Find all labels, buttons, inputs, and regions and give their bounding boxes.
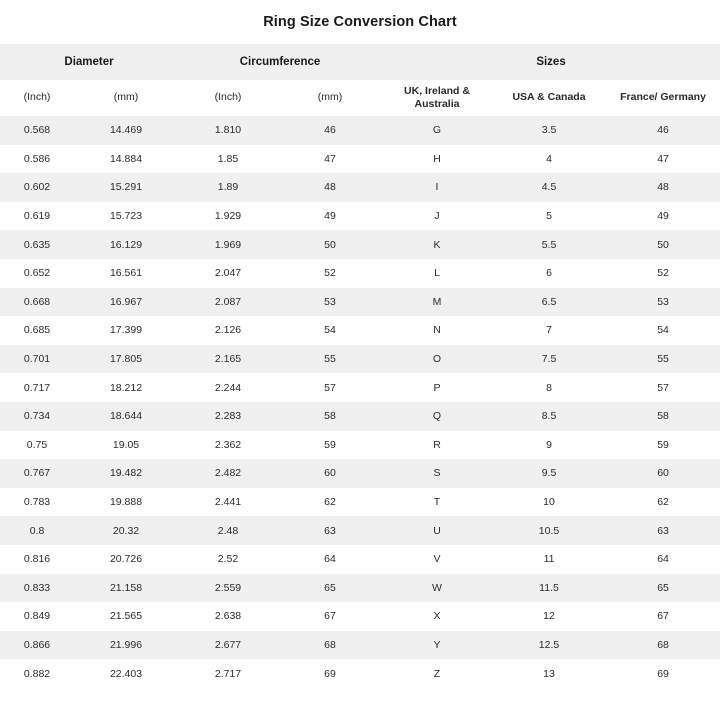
cell-size-uk: L: [434, 267, 440, 280]
table-row: [0, 431, 720, 460]
cell-diameter-mm: 14.469: [109, 124, 143, 137]
cell-diameter-inch: 0.717: [23, 381, 51, 394]
cell-diameter-mm: 15.723: [109, 210, 143, 223]
cell-size-france: 60: [657, 467, 669, 480]
cell-circumference-inch: 2.126: [214, 324, 242, 337]
cell-diameter-inch: 0.619: [23, 210, 51, 223]
cell-diameter-mm: 22.403: [109, 667, 143, 680]
cell-size-usa: 5: [546, 210, 552, 223]
table-sub-header-row: [0, 80, 720, 116]
cell-size-usa: 4.5: [541, 181, 557, 194]
cell-size-usa: 4: [546, 152, 552, 165]
cell-size-uk: N: [433, 324, 441, 337]
cell-diameter-mm: 21.158: [109, 581, 143, 594]
cell-circumference-mm: 58: [324, 410, 336, 423]
table-row: [0, 574, 720, 603]
cell-size-usa: 9.5: [541, 467, 557, 480]
cell-size-uk: Z: [433, 667, 441, 680]
cell-circumference-inch: 2.717: [214, 667, 242, 680]
cell-size-france: 48: [657, 181, 669, 194]
cell-circumference-mm: 62: [324, 496, 336, 509]
cell-size-usa: 11: [543, 553, 555, 566]
table-row: [0, 288, 720, 317]
cell-circumference-mm: 53: [324, 295, 336, 308]
table-row: [0, 230, 720, 259]
cell-circumference-mm: 68: [324, 638, 336, 651]
cell-circumference-mm: 59: [324, 438, 336, 451]
cell-diameter-inch: 0.685: [23, 324, 51, 337]
cell-circumference-mm: 54: [324, 324, 336, 337]
cell-size-uk: U: [433, 524, 441, 537]
cell-size-uk: X: [433, 610, 441, 623]
cell-diameter-mm: 16.129: [109, 238, 143, 251]
cell-diameter-inch: 0.783: [23, 496, 51, 509]
cell-size-uk: H: [433, 152, 441, 165]
cell-size-uk: J: [434, 210, 440, 223]
cell-circumference-inch: 2.48: [217, 524, 239, 537]
table-row: [0, 659, 720, 688]
cell-size-france: 65: [657, 581, 669, 594]
table-row: [0, 259, 720, 288]
page-title: Ring Size Conversion Chart: [263, 14, 457, 30]
cell-circumference-inch: 1.810: [214, 124, 242, 137]
cell-size-france: 62: [657, 496, 669, 509]
cell-size-usa: 13: [543, 667, 555, 680]
table-row: [0, 631, 720, 660]
cell-diameter-inch: 0.849: [23, 610, 51, 623]
table-row: [0, 545, 720, 574]
cell-diameter-mm: 19.888: [109, 496, 143, 509]
cell-diameter-inch: 0.586: [23, 152, 51, 165]
cell-size-france: 50: [657, 238, 669, 251]
table-row: [0, 488, 720, 517]
cell-diameter-inch: 0.833: [23, 581, 51, 594]
column-header-circumference-inch: (Inch): [214, 91, 242, 104]
cell-size-france: 53: [657, 295, 669, 308]
cell-diameter-mm: 21.996: [109, 638, 143, 651]
cell-diameter-inch: 0.767: [23, 467, 51, 480]
cell-circumference-mm: 63: [324, 524, 336, 537]
cell-diameter-mm: 18.644: [109, 410, 143, 423]
cell-circumference-mm: 65: [324, 581, 336, 594]
column-header-france-germany: France/ Germany: [620, 91, 706, 104]
cell-diameter-mm: 19.05: [112, 438, 140, 451]
cell-size-usa: 10.5: [538, 524, 560, 537]
cell-size-uk: Q: [432, 410, 442, 423]
cell-diameter-inch: 0.734: [23, 410, 51, 423]
cell-size-usa: 6: [546, 267, 552, 280]
cell-size-france: 54: [657, 324, 669, 337]
group-header-diameter: Diameter: [64, 56, 114, 68]
table-row: [0, 316, 720, 345]
cell-size-usa: 8: [546, 381, 552, 394]
cell-size-uk: P: [433, 381, 441, 394]
column-header-diameter-inch: (Inch): [23, 91, 51, 104]
cell-diameter-inch: 0.568: [23, 124, 51, 137]
cell-diameter-mm: 17.805: [109, 353, 143, 366]
cell-circumference-inch: 1.89: [217, 181, 239, 194]
cell-circumference-mm: 60: [324, 467, 336, 480]
cell-size-uk: S: [433, 467, 441, 480]
cell-diameter-mm: 20.726: [109, 553, 143, 566]
cell-diameter-mm: 19.482: [109, 467, 143, 480]
cell-circumference-inch: 2.482: [214, 467, 242, 480]
cell-size-uk: V: [433, 553, 441, 566]
cell-circumference-inch: 2.559: [214, 581, 242, 594]
cell-circumference-inch: 2.677: [214, 638, 242, 651]
table-group-header-row: [0, 44, 720, 80]
cell-size-france: 46: [657, 124, 669, 137]
cell-diameter-inch: 0.866: [23, 638, 51, 651]
cell-circumference-mm: 46: [324, 124, 336, 137]
table-row: [0, 345, 720, 374]
table-row: [0, 402, 720, 431]
cell-circumference-mm: 47: [324, 152, 336, 165]
cell-diameter-mm: 16.561: [109, 267, 143, 280]
cell-size-france: 47: [657, 152, 669, 165]
table-row: [0, 173, 720, 202]
cell-size-uk: M: [432, 295, 442, 308]
cell-size-france: 55: [657, 353, 669, 366]
table-row: [0, 516, 720, 545]
cell-size-france: 59: [657, 438, 669, 451]
group-header-circumference: Circumference: [239, 56, 321, 68]
cell-size-france: 58: [657, 410, 669, 423]
cell-size-uk: I: [435, 181, 439, 194]
cell-diameter-inch: 0.8: [29, 524, 45, 537]
cell-size-usa: 10: [543, 496, 555, 509]
cell-size-uk: R: [433, 438, 441, 451]
cell-circumference-inch: 2.52: [217, 553, 239, 566]
column-header-diameter-mm: (mm): [113, 91, 139, 104]
group-header-sizes: Sizes: [536, 56, 566, 68]
cell-size-uk: T: [433, 496, 441, 509]
table-row: [0, 145, 720, 174]
table-row: [0, 459, 720, 488]
cell-size-usa: 7: [546, 324, 552, 337]
ring-size-table: [0, 44, 720, 688]
table-body: [0, 116, 720, 688]
column-header-circumference-mm: (mm): [317, 91, 343, 104]
cell-size-france: 52: [657, 267, 669, 280]
cell-circumference-inch: 2.283: [214, 410, 242, 423]
cell-diameter-mm: 21.565: [109, 610, 143, 623]
cell-size-usa: 8.5: [541, 410, 557, 423]
cell-size-usa: 11.5: [539, 581, 559, 594]
table-row: [0, 202, 720, 231]
cell-size-france: 57: [657, 381, 669, 394]
cell-size-usa: 7.5: [541, 353, 557, 366]
cell-circumference-inch: 1.929: [214, 210, 242, 223]
cell-size-france: 69: [657, 667, 669, 680]
column-header-uk-ireland-australia: UK, Ireland & Australia: [404, 84, 470, 110]
cell-diameter-mm: 20.32: [112, 524, 140, 537]
cell-diameter-inch: 0.602: [23, 181, 51, 194]
cell-size-usa: 12: [543, 610, 555, 623]
cell-diameter-inch: 0.882: [23, 667, 51, 680]
cell-circumference-mm: 50: [324, 238, 336, 251]
cell-size-usa: 3.5: [541, 124, 557, 137]
cell-circumference-mm: 49: [324, 210, 336, 223]
cell-size-france: 68: [657, 638, 669, 651]
cell-size-usa: 5.5: [541, 238, 557, 251]
cell-size-uk: Y: [433, 638, 441, 651]
cell-circumference-inch: 2.087: [214, 295, 242, 308]
cell-diameter-inch: 0.668: [23, 295, 51, 308]
cell-size-usa: 6.5: [541, 295, 557, 308]
cell-size-uk: K: [433, 238, 441, 251]
cell-size-usa: 12.5: [538, 638, 560, 651]
cell-diameter-mm: 16.967: [109, 295, 143, 308]
cell-circumference-mm: 67: [324, 610, 336, 623]
cell-circumference-mm: 55: [324, 353, 336, 366]
table-row: [0, 602, 720, 631]
cell-diameter-inch: 0.701: [23, 353, 51, 366]
cell-size-france: 67: [657, 610, 669, 623]
table-header: [0, 44, 720, 116]
cell-size-france: 63: [657, 524, 669, 537]
cell-diameter-inch: 0.75: [26, 438, 48, 451]
cell-circumference-inch: 2.047: [214, 267, 242, 280]
cell-circumference-inch: 2.165: [214, 353, 242, 366]
cell-diameter-inch: 0.652: [23, 267, 51, 280]
cell-diameter-mm: 14.884: [109, 152, 143, 165]
cell-circumference-inch: 1.969: [214, 238, 242, 251]
cell-circumference-inch: 2.441: [214, 496, 242, 509]
cell-diameter-inch: 0.816: [23, 553, 51, 566]
cell-diameter-mm: 15.291: [109, 181, 143, 194]
cell-circumference-mm: 57: [324, 381, 336, 394]
table-row: [0, 373, 720, 402]
cell-size-uk: O: [432, 353, 442, 366]
cell-circumference-mm: 52: [324, 267, 336, 280]
cell-size-usa: 9: [546, 438, 552, 451]
cell-circumference-inch: 2.362: [214, 438, 242, 451]
cell-diameter-mm: 17.399: [109, 324, 143, 337]
column-header-usa-canada: USA & Canada: [512, 91, 586, 104]
cell-circumference-mm: 64: [324, 553, 336, 566]
table-row: [0, 116, 720, 145]
cell-circumference-inch: 1.85: [217, 152, 239, 165]
cell-circumference-mm: 48: [324, 181, 336, 194]
cell-diameter-mm: 18.212: [109, 381, 143, 394]
cell-size-uk: W: [432, 581, 442, 594]
cell-size-france: 49: [657, 210, 669, 223]
cell-circumference-inch: 2.638: [214, 610, 242, 623]
cell-size-uk: G: [432, 124, 442, 137]
cell-circumference-inch: 2.244: [214, 381, 242, 394]
cell-circumference-mm: 69: [324, 667, 336, 680]
cell-diameter-inch: 0.635: [23, 238, 51, 251]
cell-size-france: 64: [657, 553, 669, 566]
